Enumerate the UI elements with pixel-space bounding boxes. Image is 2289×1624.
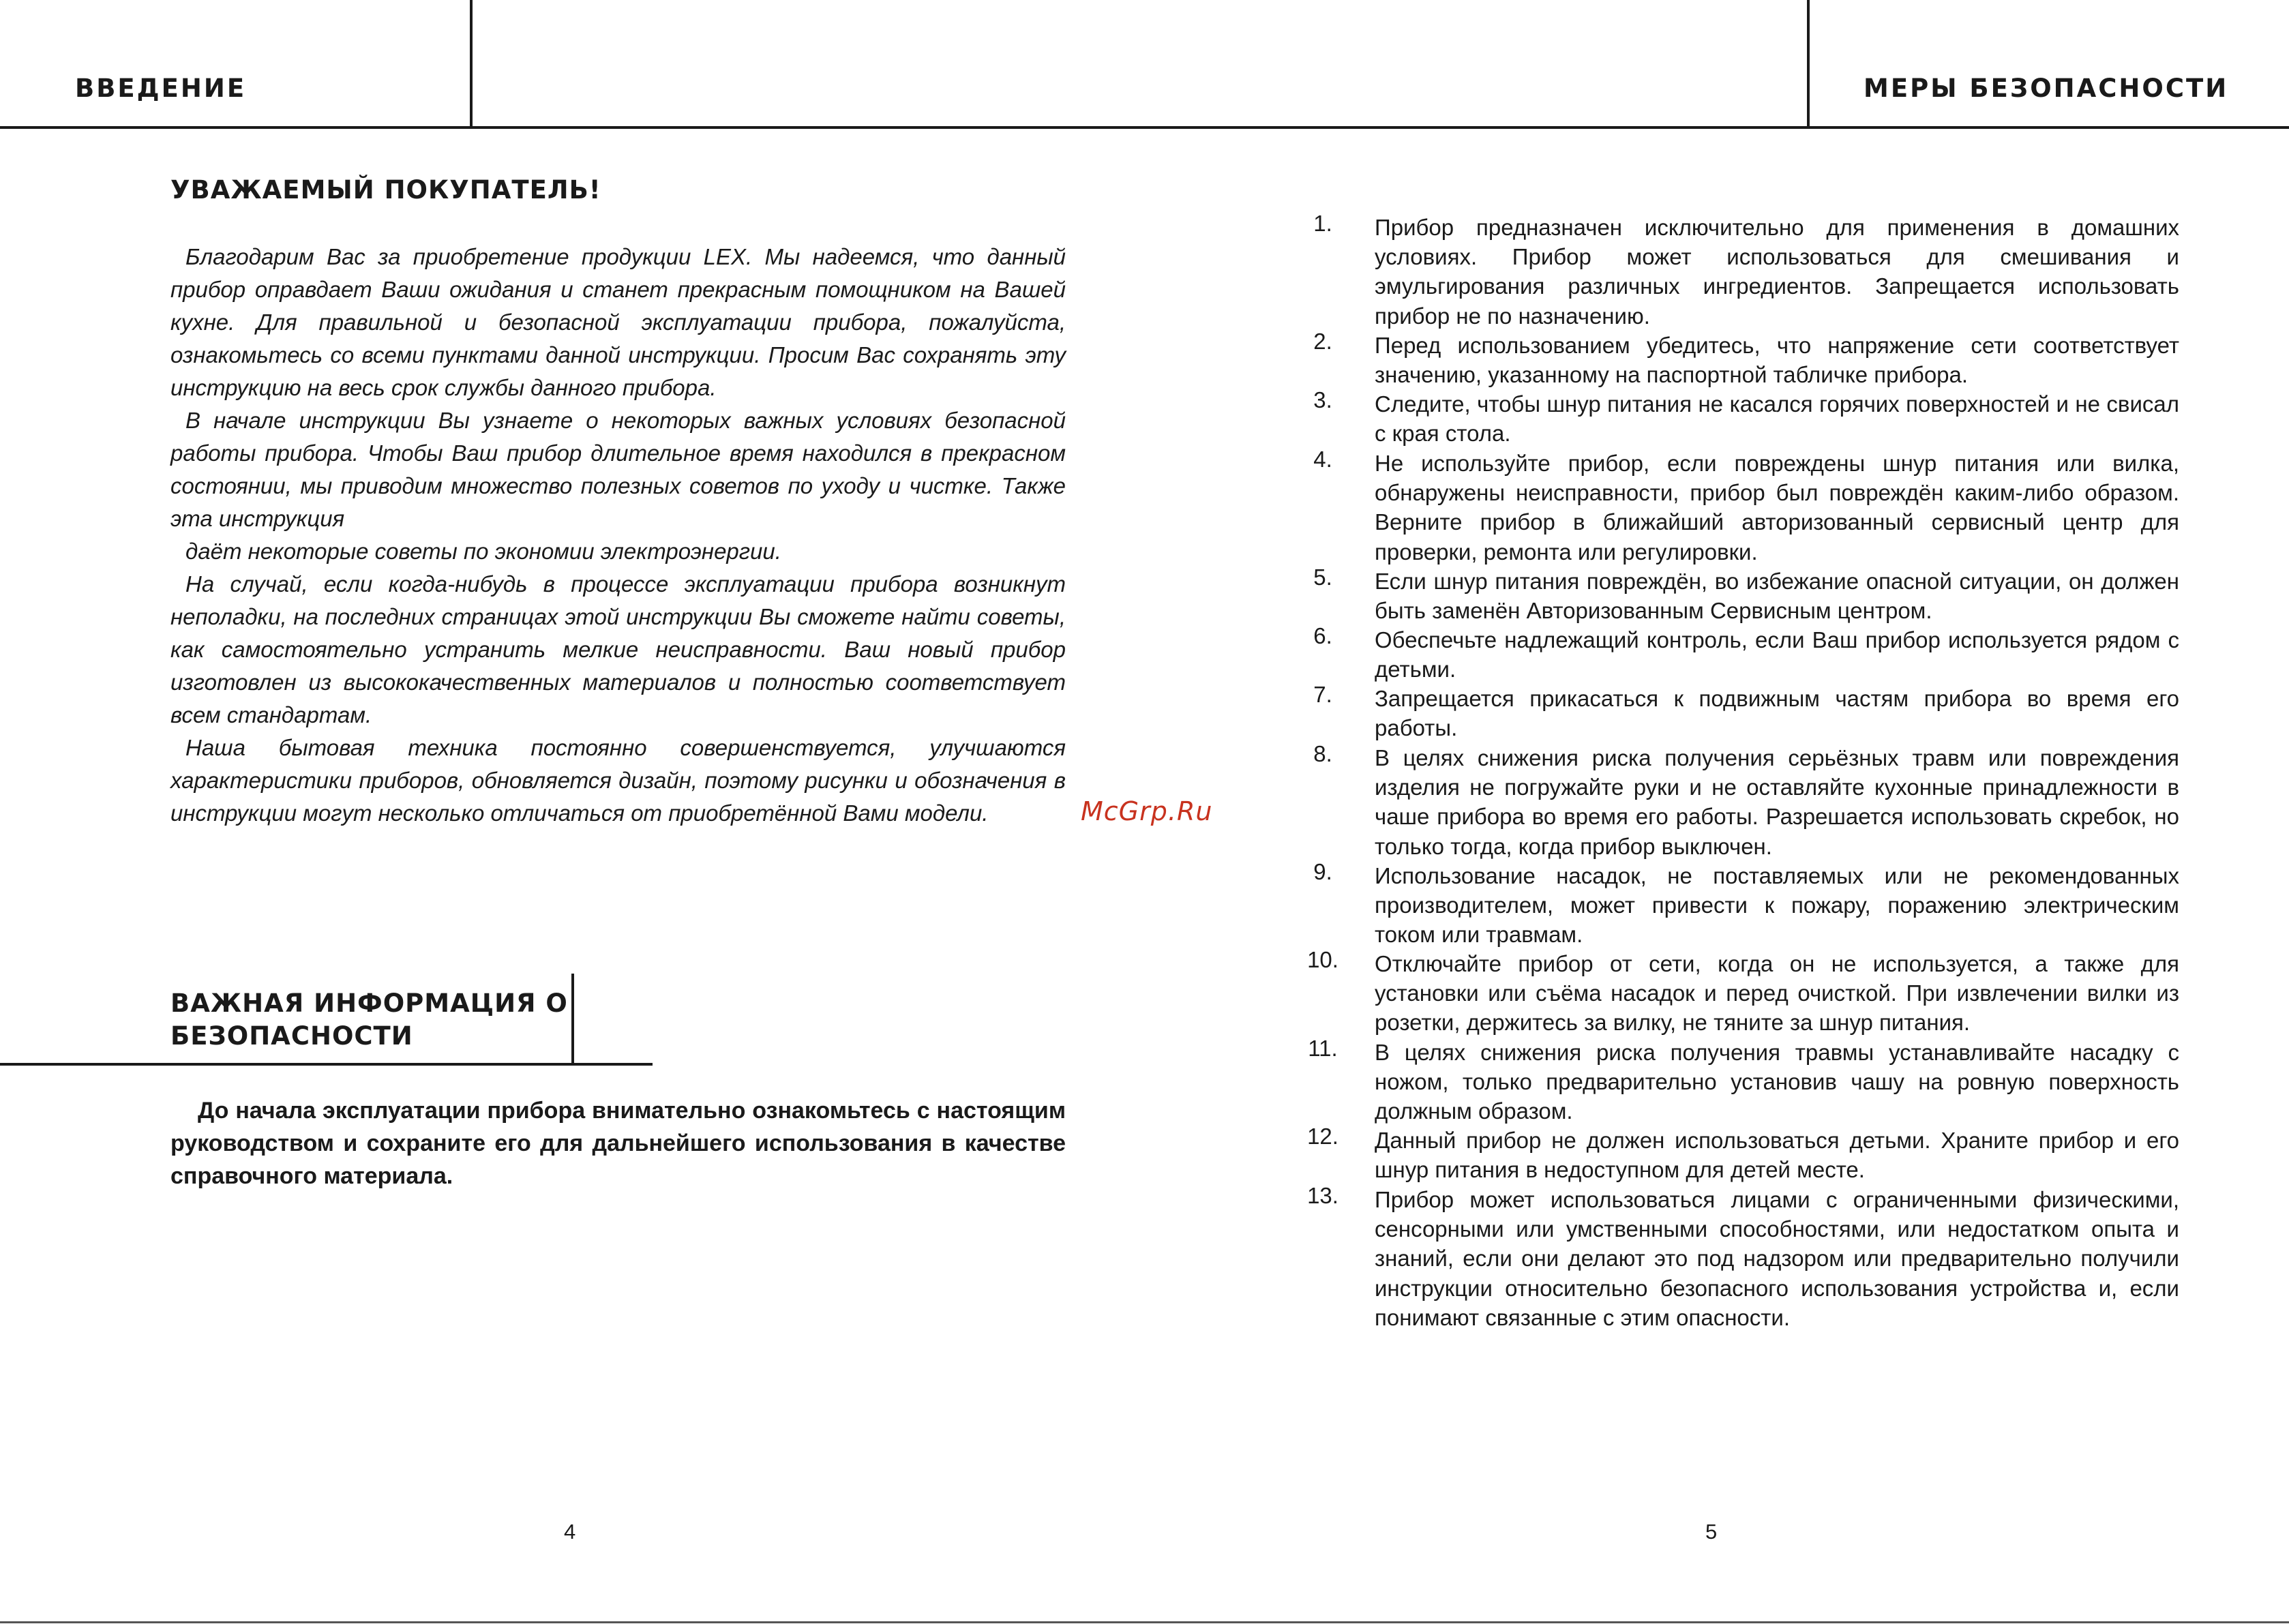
important-heading-line1: ВАЖНАЯ ИНФОРМАЦИЯ О — [170, 989, 568, 1018]
item-text: В целях снижения риска получения серьёзных травм или повреждения изделия не погружайте руки и не оставляйте кухонные принадлежности в чаше прибора во время его работы. Разрешается использовать скребок, но только тогда, когда прибор выключен. — [1375, 745, 2179, 859]
important-divider-horizontal — [0, 1063, 653, 1066]
watermark: McGrp.Ru — [1081, 796, 1213, 826]
item-number: 7. — [1313, 682, 1332, 707]
intro-paragraph: На случай, если когда-нибудь в процессе эксплуатации прибора возникнут неполадки, на последних страницах этой инструкции Вы сможете найти советы, как самостоятельно устранить мелкие неисправности. Ваш новый прибор изготовлен из высококачественных материалов и полностью соответствует всем стандартам. — [170, 571, 1066, 727]
item-text: Прибор предназначен исключительно для применения в домашних условиях. Прибор может использоваться для смешивания и эмульгирования различных ингредиентов. Запрещается использовать прибор не по назначению. — [1375, 215, 2179, 329]
page-number-left: 4 — [564, 1520, 576, 1544]
item-text: В целях снижения риска получения травмы устанавливайте насадку с ножом, только предварительно установив чашу на ровную поверхность должным образом. — [1375, 1040, 2179, 1124]
item-number: 4. — [1313, 447, 1332, 472]
item-text: Если шнур питания повреждён, во избежание опасной ситуации, он должен быть заменён Авторизованным Сервисным центром. — [1375, 569, 2179, 624]
intro-paragraph: даёт некоторые советы по экономии электроэнергии. — [185, 539, 781, 564]
item-number: 1. — [1313, 211, 1332, 236]
item-number: 5. — [1313, 565, 1332, 590]
important-text: До начала эксплуатации прибора внимательно ознакомьтесь с настоящим руководством и сохраните его для дальнейшего использования в качестве справочного материала. — [170, 1098, 1066, 1189]
important-divider-vertical — [571, 974, 574, 1066]
header-title-right: МЕРЫ БЕЗОПАСНОСТИ — [1864, 74, 2229, 103]
item-number: 6. — [1313, 623, 1332, 648]
item-text: Отключайте прибор от сети, когда он не используется, а также для установки или съёма насадок и перед очисткой. При извлечении вилки из розетки, держитесь за вилку, не тяните за шнур питания. — [1375, 951, 2179, 1036]
intro-paragraph: Благодарим Вас за приобретение продукции LEX. Мы надеемся, что данный прибор оправдает Ваши ожидания и станет прекрасным помощником на Вашей кухне. Для правильной и безопасной эксплуатации прибора, пожалуйста, ознакомьтесь со всеми пунктами данной инструкции. Просим Вас сохранять эту инструкцию на весь срок службы данного прибора. — [170, 244, 1066, 400]
header-title-left: ВВЕДЕНИЕ — [75, 74, 247, 103]
header-divider-left — [470, 0, 473, 129]
item-text: Не используйте прибор, если повреждены шнур питания или вилка, обнаружены неисправности, прибор был повреждён каким-либо образом. Верните прибор в ближайший авторизованный сервисный центр для проверки, ремонта или регулировки. — [1375, 451, 2179, 565]
intro-paragraph: В начале инструкции Вы узнаете о некоторых важных условиях безопасной работы прибора. Чтобы Ваш прибор длительное время находился в прекрасном состоянии, мы приводим множество полезных советов по уходу и чистке. Также эта инструкция — [170, 408, 1066, 531]
item-text: Данный прибор не должен использоваться детьми. Храните прибор и его шнур питания в недоступном для детей месте. — [1375, 1128, 2179, 1183]
intro-text — [170, 241, 1066, 830]
item-text: Использование насадок, не поставляемых или не рекомендованных производителем, может привести к пожару, поражению электрическим током или травмам. — [1375, 863, 2179, 948]
item-text: Обеспечьте надлежащий контроль, если Ваш прибор используется рядом с детьми. — [1375, 627, 2179, 682]
item-number: 12. — [1307, 1124, 1338, 1149]
footer-rule — [0, 1621, 2289, 1623]
item-number: 8. — [1313, 741, 1332, 766]
item-number: 10. — [1307, 947, 1338, 972]
item-number: 13. — [1307, 1183, 1338, 1208]
intro-heading: УВАЖАЕМЫЙ ПОКУПАТЕЛЬ! — [170, 175, 601, 205]
intro-paragraph: Наша бытовая техника постоянно совершенствуется, улучшаются характеристики приборов, обновляется дизайн, поэтому рисунки и обозначения в инструкции могут несколько отличаться от приобретённой Вами модели. — [170, 735, 1066, 826]
item-number: 9. — [1313, 859, 1332, 884]
header-divider-right — [1807, 0, 1810, 129]
header-rule — [0, 126, 2289, 129]
item-number: 2. — [1313, 329, 1332, 354]
item-number: 11. — [1308, 1036, 1338, 1061]
item-text: Следите, чтобы шнур питания не касался горячих поверхностей и не свисал с края стола. — [1375, 391, 2179, 447]
page-number-right: 5 — [1705, 1520, 1718, 1544]
important-heading-line2: БЕЗОПАСНОСТИ — [170, 1021, 413, 1051]
item-text: Запрещается прикасаться к подвижным частям прибора во время его работы. — [1375, 686, 2179, 741]
item-text: Прибор может использоваться лицами с ограниченными физическими, сенсорными или умственными способностями, или недостатком опыта и знаний, если они делают это под надзором или предварительно получили инструкции относительно безопасного использования устройства и, если понимают связанные с этим опасности. — [1375, 1187, 2179, 1330]
item-text: Перед использованием убедитесь, что напряжение сети соответствует значению, указанному на паспортной табличке прибора. — [1375, 333, 2179, 388]
item-number: 3. — [1313, 387, 1332, 412]
